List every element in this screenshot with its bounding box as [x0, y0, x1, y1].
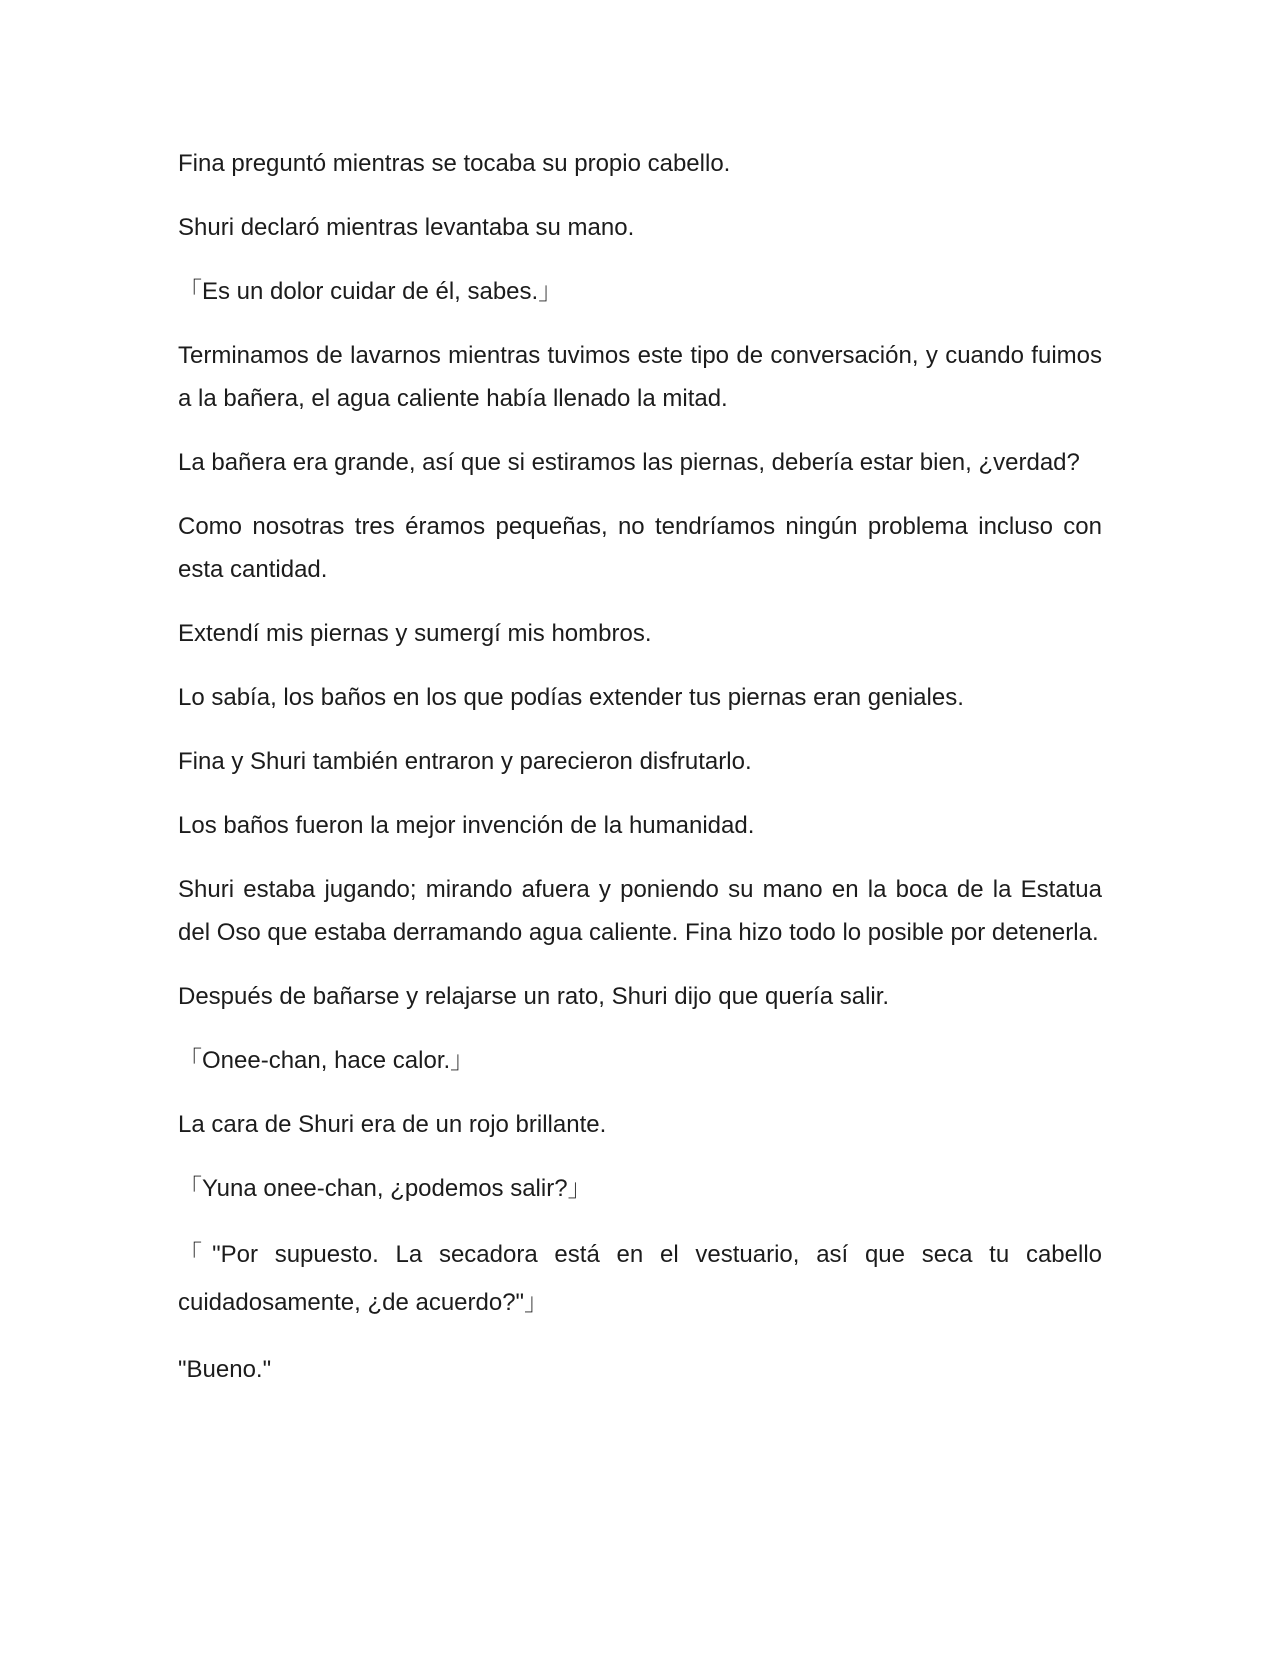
paragraph: Lo sabía, los baños en los que podías extender tus piernas eran geniales. — [178, 684, 964, 711]
paragraph: Después de bañarse y relajarse un rato, Shuri dijo que quería salir. — [178, 983, 890, 1010]
paragraph: Fina preguntó mientras se tocaba su propio cabello. — [178, 150, 731, 177]
dialogue-line: 「Onee-chan, hace calor.」 — [178, 1047, 475, 1074]
paragraph: La bañera era grande, así que si estiramos las piernas, debería estar bien, ¿verdad? — [178, 449, 1080, 476]
dialogue-line: 「Yuna onee-chan, ¿podemos salir?」 — [178, 1175, 592, 1202]
dialogue-line: 「Es un dolor cuidar de él, sabes.」 — [178, 278, 563, 305]
dialogue-line: 「"Por supuesto. La secadora está en el vestuario, así que seca tu cabello cuidadosamente, ¿de acuerdo?"」 — [178, 1241, 1102, 1316]
paragraph: Fina y Shuri también entraron y parecieron disfrutarlo. — [178, 748, 752, 775]
paragraph: Shuri declaró mientras levantaba su mano. — [178, 214, 635, 241]
paragraph: "Bueno." — [178, 1356, 272, 1383]
paragraph: La cara de Shuri era de un rojo brillante. — [178, 1111, 607, 1138]
paragraph: Shuri estaba jugando; mirando afuera y poniendo su mano en la boca de la Estatua del Oso que estaba derramando agua caliente. Fina hizo todo lo posible por detenerla. — [178, 876, 1102, 946]
paragraph: Como nosotras tres éramos pequeñas, no tendríamos ningún problema incluso con esta cantidad. — [178, 513, 1102, 583]
text-column — [178, 142, 1102, 1412]
paragraph: Extendí mis piernas y sumergí mis hombros. — [178, 620, 652, 647]
paragraph: Terminamos de lavarnos mientras tuvimos este tipo de conversación, y cuando fuimos a la bañera, el agua caliente había llenado la mitad. — [178, 342, 1102, 412]
paragraph: Los baños fueron la mejor invención de la humanidad. — [178, 812, 755, 839]
